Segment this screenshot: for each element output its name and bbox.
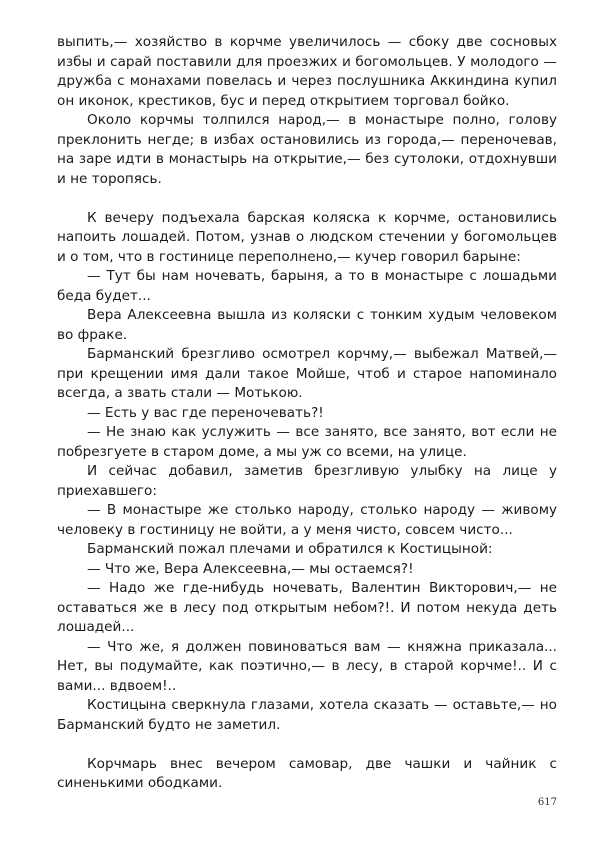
paragraph: Барманский брезгливо осмотрел корчму,— выбежал Матвей,— при крещении имя дали такое Мойше, чтоб и старое напоминало всегда, а звать стали — Мотькою. — [57, 346, 557, 401]
paragraph: — Надо же где-нибудь ночевать, Валентин Викторович,— не оставаться же в лесу под открытым небом?!. И потом некуда деть лошадей... — [57, 580, 557, 635]
page-number: 617 — [537, 797, 557, 808]
paragraph: — Есть у вас где переночевать?! — [87, 404, 324, 421]
paragraph: Около корчмы толпился народ,— в монастыре полно, голову преклонить негде; в избах остановились из города,— переночевав, на заре идти в монастырь на открытие,— без сутолоки, отдохнувши и не торопясь. — [57, 112, 557, 187]
paragraph: — Что же, Вера Алексеевна,— мы остаемся?! — [87, 560, 414, 577]
section-break — [57, 735, 557, 755]
paragraph: Костицына сверкнула глазами, хотела сказать — оставьте,— но Барманский будто не заметил. — [57, 697, 557, 733]
paragraph: — В монастыре же столько народу, столько народу — живому человеку в гостиницу не войти, а у меня чисто, совсем чисто... — [57, 502, 557, 538]
section-break — [57, 189, 557, 209]
paragraph: И сейчас добавил, заметив брезгливую улыбку на лице у приехавшего: — [57, 463, 557, 499]
paragraph: — Тут бы нам ночевать, барыня, а то в монастыре с лошадьми беда будет... — [57, 268, 557, 304]
paragraph: Корчмарь внес вечером самовар, две чашки и чайник с синенькими ободками. — [57, 755, 557, 791]
paragraph: Вера Алексеевна вышла из коляски с тонким худым человеком во фраке. — [57, 307, 557, 343]
paragraph: — Не знаю как услужить — все занято, все занято, вот если не побрезгуете в старом доме, а мы уж со всеми, на улице. — [57, 424, 557, 460]
paragraph: — Что же, я должен повиноваться вам — княжна приказала... Нет, вы подумайте, как поэтично,— в лесу, в старой корчме!.. И с вами... вдвоем!.. — [57, 638, 557, 694]
paragraph: Барманский пожал плечами и обратился к Костицыной: — [87, 541, 493, 557]
page-text — [57, 33, 557, 794]
paragraph: К вечеру подъехала барская коляска к корчме, остановились напоить лошадей. Потом, узнав о людском стечении у богомольцев и о том, что в гостинице переполнено,— кучер говорил барыне: — [57, 209, 557, 265]
paragraph: выпить,— хозяйство в корчме увеличилось — сбоку две сосновых избы и сарай поставили для проезжих и богомольцев. У молодого — дружба с монахами повелась и через послушника Аккиндина купил он иконок, крестиков, бус и перед открытием торговал бойко. — [57, 34, 557, 109]
